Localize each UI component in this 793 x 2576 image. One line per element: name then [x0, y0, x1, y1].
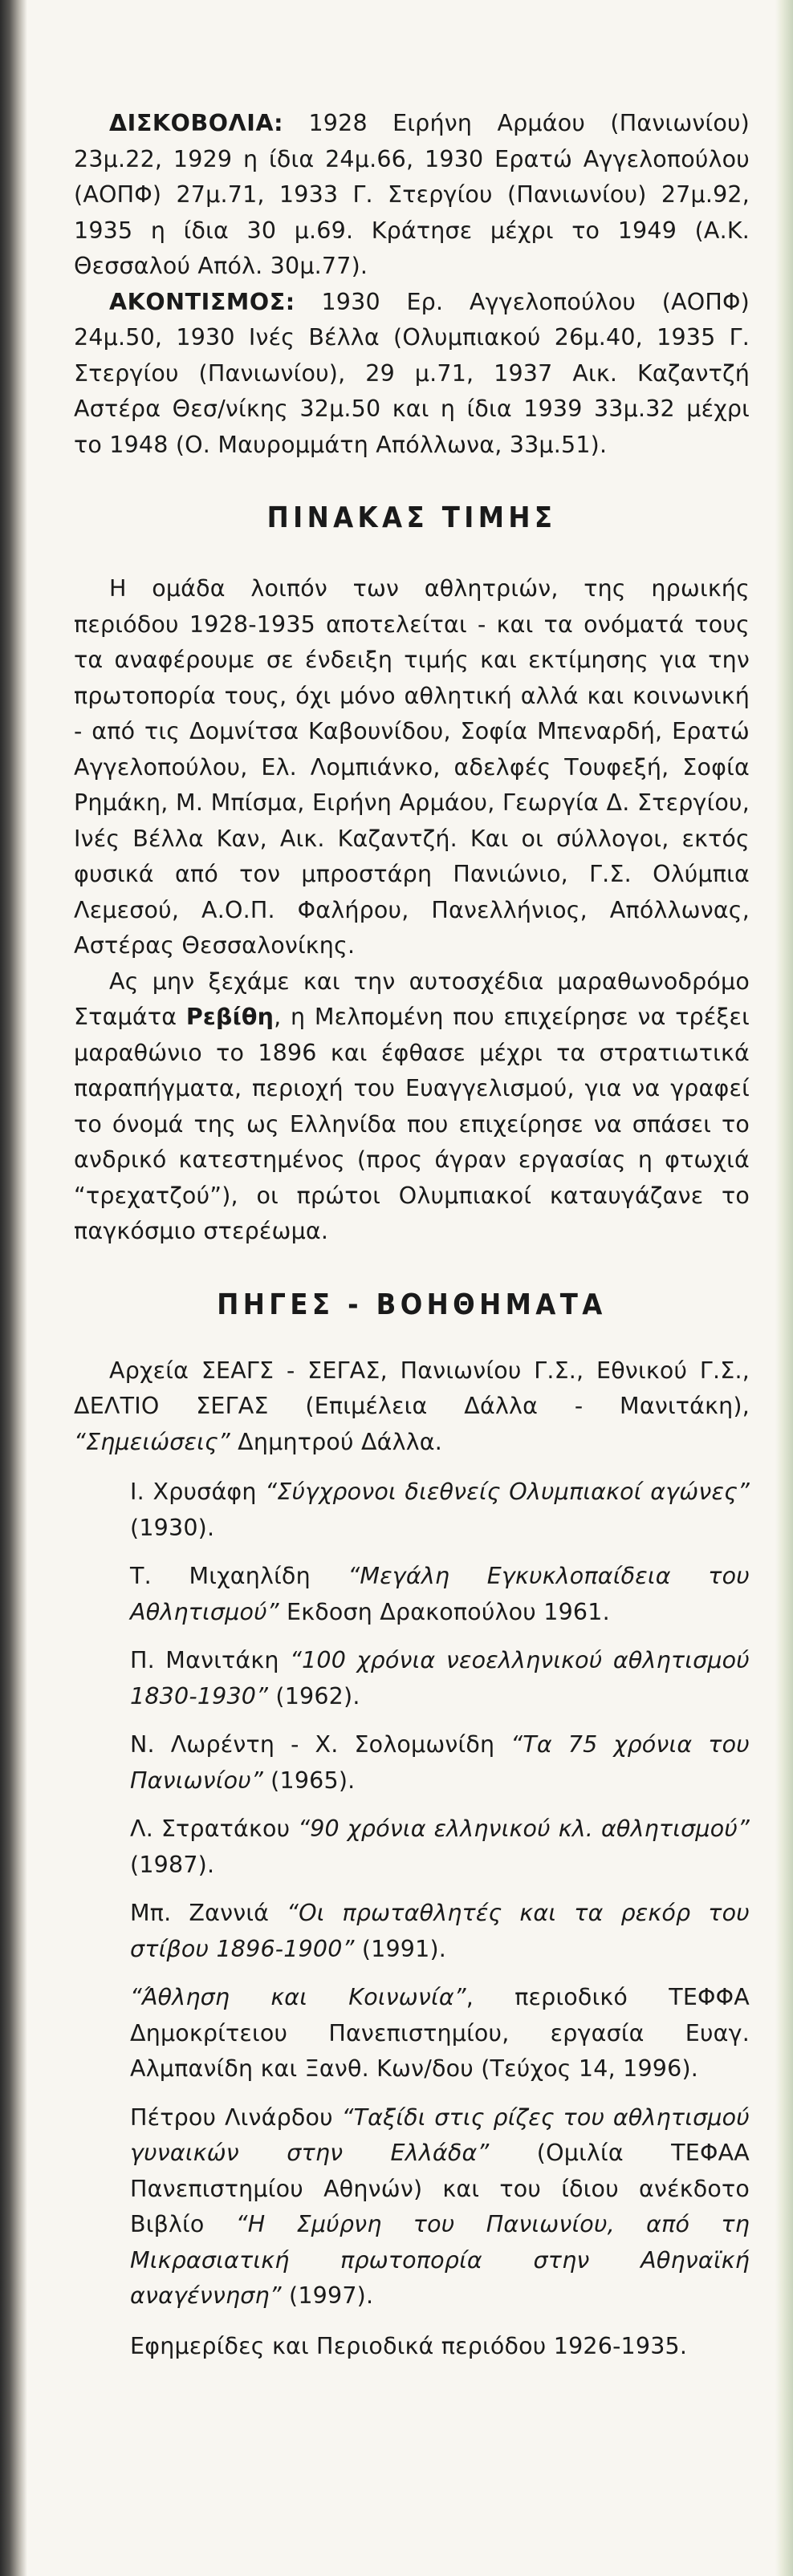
sources-intro [74, 1353, 750, 1461]
page-edge-bleed [775, 0, 793, 2576]
source-details: (1930). [130, 1514, 215, 1541]
source-author: Τ. Μιχαηλίδη [130, 1563, 348, 1589]
text-column [74, 106, 750, 2364]
source-details: , περιοδικό ΤΕΦΦΑ Δημοκρίτειου Πανεπιστημίου, εργασία Ευαγ. Αλμπανίδη και Ξανθ. Κων/δου (Τεύχος 14, 1996). [130, 1984, 750, 2082]
source-author: Λ. Στρατάκου [130, 1815, 299, 1842]
sources-intro-text: Αρχεία ΣΕΑΓΣ - ΣΕΓΑΣ, Πανιωνίου Γ.Σ., Εθνικού Γ.Σ., ΔΕΛΤΙΟ ΣΕΓΑΣ (Επιμέλεια Δάλλα - Μανιτάκη), [74, 1357, 750, 1419]
source-details: (1965). [262, 1767, 356, 1794]
source-author: Ν. Λωρέντη - Χ. Σολομωνίδη [130, 1731, 511, 1758]
source-author: Π. Μανιτάκη [130, 1647, 291, 1673]
honor-paragraph-2-start: Ας μην ξεχάμε και την αυτοσχέδια μαραθωνοδρόμο Σταμάτα [74, 968, 750, 1030]
revithi-name: Ρεβίθη [185, 1004, 274, 1030]
source-details-2: (1997). [281, 2282, 374, 2309]
honor-paragraph-2-end: , η Μελπομένη που επιχείρησε να τρέξει μαραθώνιο το 1896 και έφθασε μέχρι τα στρατιωτικά παραπήγματα, περιοχή του Ευαγγελισμού, για να γραφεί το όνομά της ως Ελληνίδα που επιχείρησε να σπάσει το ανδρικό κατεστημένος (προς άγραν εργασίας η φτωχιά “τρεχατζού”), οι πρώτοι Ολυμπιακοί καταυγάζανε το παγκόσμιο στερέωμα. [74, 1004, 750, 1244]
sources-list [74, 1475, 750, 2314]
source-item [74, 1811, 750, 1883]
source-details: (Ομιλία ΤΕΦΑΑ Πανεπιστημίου Αθηνών) και του ίδιου ανέκδοτο Βιβλίο [130, 2140, 750, 2237]
source-title: “Σύγχρονοι διεθνείς Ολυμπιακοί αγώνες” [265, 1479, 750, 1505]
sources-heading: ΠΗΓΕΣ - ΒΟΗΘΗΜΑΤΑ [217, 1288, 607, 1321]
source-item [74, 1643, 750, 1714]
source-details: Εκδοση Δρακοπούλου 1961. [279, 1598, 610, 1625]
source-author: Ι. Χρυσάφη [130, 1479, 266, 1505]
honor-paragraph-1: Η ομάδα λοιπόν των αθλητριών, της ηρωικής περιόδου 1928-1935 αποτελείται - και τα ονόματά τους τα αναφέρουμε σε ένδειξη τιμής και εκτίμησης για την πρωτοπορία τους, όχι μόνο αθλητική αλλά και κοινωνική - από τις Δομνίτσα Καβουνίδου, Σοφία Μπεναρδή, Ερατώ Αγγελοπούλου, Ελ. Λομπιάνκο, αδελφές Τουφεξή, Σοφία Ρημάκη, Μ. Μπίσμα, Ειρήνη Αρμάου, Γεωργία Δ. Στεργίου, Ινές Βέλλα Καν, Αικ. Καζαντζή. Και οι σύλλογοι, εκτός φυσικά από τον μπροστάρη Πανιώνιο, Γ.Σ. Ολύμπια Λεμεσού, Α.Ο.Π. Φαλήρου, Πανελλήνιος, Απόλλωνας, Αστέρας Θεσσαλονίκης. [74, 575, 750, 959]
honor-heading: ΠΙΝΑΚΑΣ ΤΙΜΗΣ [266, 501, 557, 534]
source-details: (1987). [130, 1851, 215, 1878]
source-author: Πέτρου Λινάρδου [130, 2103, 342, 2131]
source-title: “Οι πρωταθλητές και τα ρεκόρ του στίβου 1896-1900” [130, 1900, 750, 1962]
source-item [74, 1980, 750, 2087]
source-details: (1991). [354, 1935, 447, 1962]
source-title: “Άθληση και Κοινωνία” [130, 1984, 466, 2010]
source-author: Μπ. Ζαννιά [130, 1900, 287, 1926]
sources-closing: Εφημερίδες και Περιοδικά περιόδου 1926-1935. [130, 2332, 688, 2359]
source-item [74, 1559, 750, 1630]
sources-intro-italic: “Σημειώσεις” [74, 1428, 230, 1455]
source-title: “Τα 75 χρόνια του Πανιωνίου” [130, 1731, 750, 1794]
javelin-record [74, 285, 750, 464]
source-item [74, 1896, 750, 1967]
source-item [74, 1727, 750, 1799]
source-title: “90 χρόνια ελληνικού κλ. αθλητισμού” [298, 1815, 750, 1842]
honor-paragraph-2 [74, 964, 750, 1250]
javelin-label: ΑΚΟΝΤΙΣΜΟΣ: [109, 288, 295, 315]
sources-intro-tail: Δημητρού Δάλλα. [230, 1428, 443, 1455]
source-item [74, 1475, 750, 1546]
source-title: “100 χρόνια νεοελληνικού αθλητισμού 1830-1930” [130, 1647, 750, 1710]
source-item [74, 2100, 750, 2314]
source-title-2: “Η Σμύρνη του Πανιωνίου, από τη Μικρασιατική πρωτοπορία στην Αθηναϊκή αναγέννηση” [130, 2211, 750, 2309]
javelin-text: 1930 Ερ. Αγγελοπούλου (ΑΟΠΦ) 24μ.50, 1930 Ινές Βέλλα (Ολυμπιακού 26μ.40, 1935 Γ. Στεργίου (Πανιωνίου), 29 μ.71, 1937 Αικ. Καζαντζή Αστέρα Θεσ/νίκης 32μ.50 και η ίδια 1939 33μ.32 μέχρι το 1948 (Ο. Μαυρομμάτη Απόλλωνα, 33μ.51). [74, 288, 750, 458]
source-title: “Μεγάλη Εγκυκλοπαίδεια του Αθλητισμού” [130, 1563, 750, 1625]
source-details: (1962). [268, 1682, 360, 1710]
binding-shadow [0, 0, 27, 2576]
discus-record [74, 106, 750, 285]
source-title: “Ταξίδι στις ρίζες του αθλητισμού γυναικών στην Ελλάδα” [130, 2103, 750, 2166]
discus-text: 1928 Ειρήνη Αρμάου (Πανιωνίου) 23μ.22, 1929 η ίδια 24μ.66, 1930 Ερατώ Αγγελοπούλου (ΑΟΠΦ) 27μ.71, 1933 Γ. Στεργίου (Πανιωνίου) 27μ.92, 1935 η ίδια 30 μ.69. Κράτησε μέχρι το 1949 (Α.Κ. Θεσσαλού Απόλ. 30μ.77). [74, 110, 750, 279]
discus-label: ΔΙΣΚΟΒΟΛΙΑ: [109, 110, 284, 136]
